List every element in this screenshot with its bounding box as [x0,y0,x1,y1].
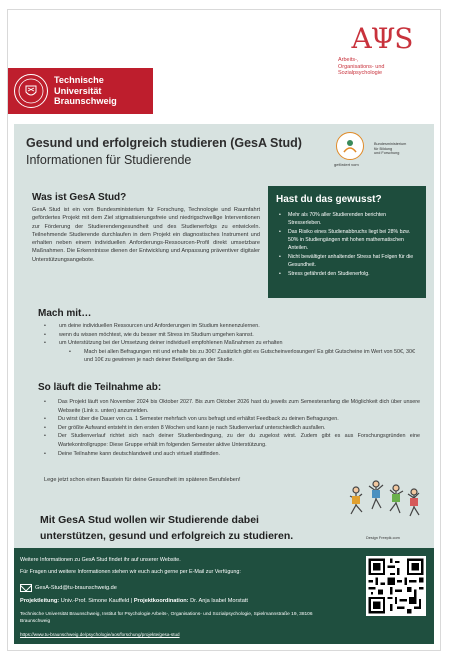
process-list [44,398,420,458]
university-name-line2: Universität [54,85,102,96]
join-item: • um Unterstützung bei der Umsetzung deiner individuell empfohlenen Maßnahmen zu erhalten [44,339,424,348]
footer-website-line: Weitere Informationen zu GesA Stud findet ihr auf unserer Website. [20,557,181,563]
aos-mark: AΨS [351,22,413,55]
email-icon [20,584,32,592]
info-panel [14,124,434,548]
bmbf-line2: für Bildung [374,146,393,151]
tu-braunschweig-logo [8,68,153,114]
process-item: • Deine Teilnahme kann deutschlandweit und auch virtuell stattfinden. [44,450,420,459]
bmbf-line3: und Forschung [374,151,400,155]
qr-code-icon[interactable] [366,556,426,616]
funding-caption: gefördert vom [334,162,359,167]
facts-list [276,211,418,278]
bmbf-logo [374,142,426,156]
about-heading: Was ist GesA Stud? [32,192,127,203]
page-subtitle: Informationen für Studierende [26,153,192,167]
bmbf-line1: Bundesministerium [374,142,407,146]
project-lead-label: Projektleitung: [20,598,60,604]
closing-statement: Mit GesA Stud wollen wir Studierende dabei unterstützen, gesund und erfolgreich zu studieren. [40,514,294,542]
facts-item: • Nicht bewältigter anhaltender Stress hat Folgen für die Gesundheit. [276,253,418,269]
footer-contact-line: Für Fragen und weitere Informationen stehen wir euch auch gerne per E-Mail zur Verfügung: [20,569,241,575]
separator: | [130,598,134,604]
facts-item: • Das Risiko eines Studienabbruchs liegt bei 28% bzw. 50% in Studiengängen mit hohen mathematischen Anteilen. [276,228,418,252]
poster [8,10,440,650]
university-name-line3: Braunschweig [54,96,117,107]
join-item: • wenn du wissen möchtest, wie du besser mit Stress im Studium umgehen kannst. [44,331,424,340]
process-item: • Der Studienverlauf richtet sich nach deiner Studienbedingung, zu der du zugelost wirst. Zudem gibt es aus Forschungsgründen eine Wartekontrollgruppe: Diese Gruppe erhält im folgenden Semester aktive Unterstützung. [44,432,420,449]
aos-subtitle [338,57,426,77]
facts-item: • Mehr als 70% aller Studierenden berichten Stresserleben. [276,211,418,227]
illustration-credit: Design Freepik.com [366,536,400,540]
page-title: Gesund und erfolgreich studieren (GesA Stud) [26,136,302,150]
institute-address: Technische Universität Braunschweig, Institut für Psychologie Arbeits-, Organisations- und Sozialpsychologie, Spielmannstraße 19, 38106 Braunschweig [20,612,313,624]
process-footer-line: Lege jetzt schon einen Baustein für deine Gesundheit im späteren Berufsleben! [44,477,241,483]
university-name [54,75,117,107]
process-heading: So läuft die Teilnahme ab: [38,382,162,393]
email-link[interactable]: GesA-Stud@tu-braunschweig.de [35,585,117,591]
join-heading: Mach mit… [38,308,92,319]
join-list [44,322,424,365]
gesa-stud-logo-icon [336,132,364,160]
join-subitem: • Mach bei allen Befragungen mit und erhalte bis zu 30€! Zusätzlich gibt es Gutscheinverlosungen! Es gibt Gutscheine im Wert von 50€, 30€ und 10€ zu gewinnen je nach deiner Beteiligung an der Studie. [44,348,424,365]
university-seal-icon [14,74,48,108]
footer [14,548,434,644]
project-lead [20,598,248,604]
process-item: • Der größte Aufwand entsteht in den ersten 8 Wochen und kann je nach Studienverlauf unterschiedlich ausfallen. [44,424,420,433]
facts-heading: Hast du das gewusst? [276,194,382,205]
facts-item: • Stress gefährdet den Studienerfolg. [276,270,418,278]
university-name-line1: Technische [54,75,104,86]
aos-subtitle-line2: Organisations- und [338,63,385,70]
facts-box [268,186,426,298]
project-coord-name: Dr. Anja Isabel Morstatt [190,598,248,604]
process-item: • Du wirst über die Dauer von ca. 1 Semester mehrfach von uns befragt und erhältst Feedback zu deinen Befragungen. [44,415,420,424]
aos-subtitle-line1: Arbeits-, [338,57,359,63]
project-lead-name: Univ.-Prof. Simone Kauffeld [60,598,130,604]
project-coord-label: Projektkoordination: [133,598,189,604]
about-text: GesA Stud ist ein vom Bundesministerium für Forschung, Technologie und Raumfahrt gefördertes Projekt mit dem Ziel stigmatisierungsfreie und niedrigschwellige Interventionen zur Förderung der Studierendengesundheit und des Studienerfolgs zu entwickeln. Teilnehmende Studierende durchlaufen in dem Projekt ein diagnostisches Instrument und erhalten neben einem individuellen Anforderungs-Ressourcen-Profil direkt umsetzbare Maßnahmen. Die Erkenntnisse dienen der Entwicklung und Anpassung präventiver digitaler Unterstützungsangebote. [32,207,260,263]
project-url-link[interactable]: https://www.tu-braunschweig.de/psychologie/aos/forschung/projekte/gesa-stud [20,632,180,637]
aos-logo [338,24,426,77]
jumping-people-illustration-icon [344,476,424,540]
aos-subtitle-line3: Sozialpsychologie [338,70,383,76]
process-item: • Das Projekt läuft von November 2024 bis Oktober 2027. Bis zum Oktober 2026 hast du jeweils zum Semesteranfang die Möglichkeit dich über unsere Webseite (Link s. unten) anzumelden. [44,398,420,415]
email-row [20,584,117,592]
join-item: • um deine individuellen Ressourcen und Anforderungen im Studium kennenzulernen. [44,322,424,331]
